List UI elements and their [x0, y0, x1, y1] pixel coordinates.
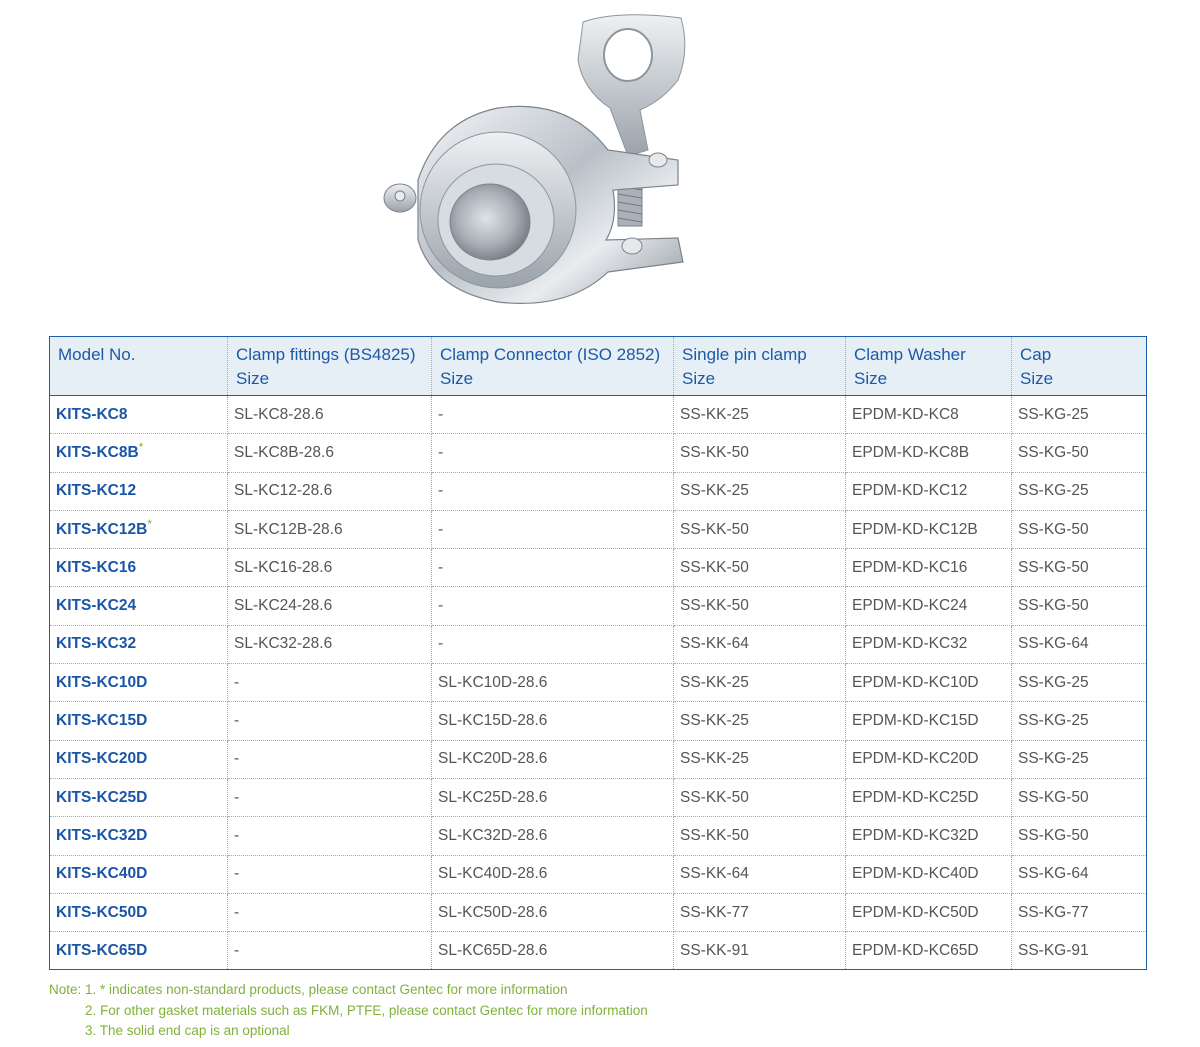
cell-clamp-fitting: - — [228, 855, 432, 893]
header-model: Model No. — [50, 337, 228, 396]
cell-clamp-fitting: SL-KC12B-28.6 — [228, 510, 432, 548]
cell-single-pin-clamp: SS-KK-25 — [674, 664, 846, 702]
cell-cap: SS-KG-50 — [1012, 778, 1147, 816]
cell-single-pin-clamp: SS-KK-25 — [674, 740, 846, 778]
cell-single-pin-clamp: SS-KK-77 — [674, 893, 846, 931]
cell-clamp-washer: EPDM-KD-KC10D — [846, 664, 1012, 702]
note-1: Note: 1. * indicates non-standard products, please contact Gentec for more information — [49, 982, 568, 997]
cell-clamp-fitting: - — [228, 778, 432, 816]
cell-model — [50, 893, 228, 931]
cell-model — [50, 855, 228, 893]
cell-clamp-washer: EPDM-KD-KC25D — [846, 778, 1012, 816]
cell-model — [50, 778, 228, 816]
cell-model — [50, 740, 228, 778]
cell-model — [50, 396, 228, 434]
cell-model — [50, 549, 228, 587]
cell-clamp-fitting: - — [228, 740, 432, 778]
table-row — [50, 587, 1147, 625]
cell-single-pin-clamp: SS-KK-25 — [674, 702, 846, 740]
non-standard-marker: * — [147, 516, 152, 531]
table-row — [50, 664, 1147, 702]
table-row — [50, 472, 1147, 510]
model-number: KITS-KC50D — [56, 903, 148, 921]
cell-single-pin-clamp: SS-KK-50 — [674, 510, 846, 548]
table-row — [50, 702, 1147, 740]
cell-clamp-washer: EPDM-KD-KC12 — [846, 472, 1012, 510]
cell-clamp-connector: SL-KC50D-28.6 — [432, 893, 674, 931]
cell-single-pin-clamp: SS-KK-50 — [674, 587, 846, 625]
cell-model — [50, 817, 228, 855]
cell-clamp-connector: SL-KC20D-28.6 — [432, 740, 674, 778]
cell-single-pin-clamp: SS-KK-50 — [674, 434, 846, 472]
cell-cap: SS-KG-25 — [1012, 664, 1147, 702]
cell-single-pin-clamp: SS-KK-91 — [674, 932, 846, 970]
model-number: KITS-KC12 — [56, 482, 137, 500]
table-row — [50, 932, 1147, 970]
cell-cap: SS-KG-25 — [1012, 472, 1147, 510]
cell-clamp-connector: SL-KC40D-28.6 — [432, 855, 674, 893]
cell-clamp-connector: - — [432, 587, 674, 625]
model-number: KITS-KC8 — [56, 405, 128, 423]
cell-cap: SS-KG-50 — [1012, 434, 1147, 472]
note-3: 3. The solid end cap is an optional — [85, 1023, 290, 1038]
cell-clamp-washer: EPDM-KD-KC50D — [846, 893, 1012, 931]
cell-cap: SS-KG-64 — [1012, 855, 1147, 893]
cell-clamp-connector: SL-KC25D-28.6 — [432, 778, 674, 816]
cell-model — [50, 434, 228, 472]
clamp-illustration — [378, 10, 698, 310]
model-number: KITS-KC24 — [56, 597, 137, 615]
cell-clamp-connector: SL-KC32D-28.6 — [432, 817, 674, 855]
table-row — [50, 740, 1147, 778]
cell-model — [50, 702, 228, 740]
model-number: KITS-KC16 — [56, 558, 137, 576]
cell-model — [50, 510, 228, 548]
cell-clamp-fitting: SL-KC16-28.6 — [228, 549, 432, 587]
cell-cap: SS-KG-50 — [1012, 549, 1147, 587]
cell-clamp-fitting: SL-KC8-28.6 — [228, 396, 432, 434]
cell-clamp-fitting: SL-KC24-28.6 — [228, 587, 432, 625]
cell-clamp-fitting: - — [228, 932, 432, 970]
cell-clamp-fitting: SL-KC12-28.6 — [228, 472, 432, 510]
model-number: KITS-KC40D — [56, 865, 148, 883]
cell-clamp-fitting: - — [228, 664, 432, 702]
model-number: KITS-KC65D — [56, 941, 148, 959]
header-clamp-connector: Clamp Connector (ISO 2852) Size — [432, 337, 674, 396]
table-row — [50, 396, 1147, 434]
cell-clamp-fitting: - — [228, 893, 432, 931]
cell-clamp-connector: SL-KC10D-28.6 — [432, 664, 674, 702]
cell-clamp-connector: - — [432, 472, 674, 510]
cell-clamp-connector: - — [432, 434, 674, 472]
cell-model — [50, 625, 228, 663]
cell-clamp-connector: - — [432, 625, 674, 663]
table-row — [50, 855, 1147, 893]
model-number: KITS-KC12B — [56, 520, 148, 538]
non-standard-marker: * — [138, 439, 144, 454]
cell-cap: SS-KG-25 — [1012, 396, 1147, 434]
table-row — [50, 434, 1147, 472]
table-row — [50, 817, 1147, 855]
model-number: KITS-KC10D — [56, 673, 148, 691]
cell-model — [50, 587, 228, 625]
header-single-pin-clamp: Single pin clamp Size — [674, 337, 846, 396]
cell-single-pin-clamp: SS-KK-25 — [674, 396, 846, 434]
cell-clamp-washer: EPDM-KD-KC20D — [846, 740, 1012, 778]
cell-cap: SS-KG-91 — [1018, 941, 1089, 959]
model-number: KITS-KC8B — [56, 443, 139, 461]
header-clamp-washer: Clamp Washer Size — [846, 337, 1012, 396]
product-image — [378, 10, 698, 310]
model-number: KITS-KC32 — [56, 635, 137, 653]
cell-single-pin-clamp: SS-KK-25 — [674, 472, 846, 510]
cell-clamp-washer: EPDM-KD-KC8B — [846, 434, 1012, 472]
cell-cap: SS-KG-25 — [1012, 740, 1147, 778]
model-number: KITS-KC25D — [56, 788, 148, 806]
cell-clamp-connector: SL-KC65D-28.6 — [432, 932, 674, 970]
cell-single-pin-clamp: SS-KK-64 — [674, 625, 846, 663]
cell-cap: SS-KG-50 — [1012, 510, 1147, 548]
table-row — [50, 893, 1147, 931]
cell-clamp-fitting: SL-KC8B-28.6 — [228, 434, 432, 472]
cell-clamp-fitting: - — [228, 702, 432, 740]
spec-table — [49, 336, 1147, 970]
cell-clamp-connector: - — [432, 510, 674, 548]
table-row — [50, 510, 1147, 548]
table-row — [50, 549, 1147, 587]
cell-clamp-washer: EPDM-KD-KC40D — [846, 855, 1012, 893]
cell-clamp-connector: SL-KC15D-28.6 — [432, 702, 674, 740]
cell-clamp-washer: EPDM-KD-KC32 — [846, 625, 1012, 663]
cell-clamp-washer: EPDM-KD-KC8 — [846, 396, 1012, 434]
cell-clamp-washer: EPDM-KD-KC32D — [846, 817, 1012, 855]
table-row — [50, 778, 1147, 816]
cell-clamp-fitting: - — [228, 817, 432, 855]
cell-clamp-connector: - — [432, 396, 674, 434]
cell-clamp-washer: EPDM-KD-KC12B — [846, 510, 1012, 548]
model-number: KITS-KC32D — [56, 826, 148, 844]
cell-model — [50, 472, 228, 510]
notes — [49, 980, 648, 1042]
cell-model — [50, 664, 228, 702]
cell-cap: SS-KG-50 — [1012, 817, 1147, 855]
cell-clamp-washer: EPDM-KD-KC65D — [846, 932, 1012, 970]
cell-cap: SS-KG-50 — [1012, 587, 1147, 625]
model-number: KITS-KC15D — [56, 712, 148, 730]
note-2: 2. For other gasket materials such as FKM, PTFE, please contact Gentec for more information — [85, 1002, 648, 1018]
cell-clamp-washer: EPDM-KD-KC24 — [846, 587, 1012, 625]
cell-single-pin-clamp: SS-KK-50 — [674, 817, 846, 855]
cell-model — [50, 932, 228, 970]
table-row — [50, 625, 1147, 663]
cell-single-pin-clamp: SS-KK-50 — [674, 778, 846, 816]
cell-single-pin-clamp: SS-KK-64 — [674, 855, 846, 893]
model-number: KITS-KC20D — [56, 750, 148, 768]
header-cap: Cap Size — [1012, 337, 1147, 396]
table-header-row — [50, 337, 1147, 396]
cell-cap: SS-KG-25 — [1012, 702, 1147, 740]
cell-cap: SS-KG-64 — [1012, 625, 1147, 663]
cell-clamp-washer: EPDM-KD-KC15D — [846, 702, 1012, 740]
header-clamp-fittings: Clamp fittings (BS4825) Size — [228, 337, 432, 396]
cell-cap: SS-KG-77 — [1012, 893, 1147, 931]
cell-clamp-connector: - — [432, 549, 674, 587]
cell-clamp-washer: EPDM-KD-KC16 — [846, 549, 1012, 587]
cell-clamp-fitting: SL-KC32-28.6 — [228, 625, 432, 663]
cell-single-pin-clamp: SS-KK-50 — [674, 549, 846, 587]
